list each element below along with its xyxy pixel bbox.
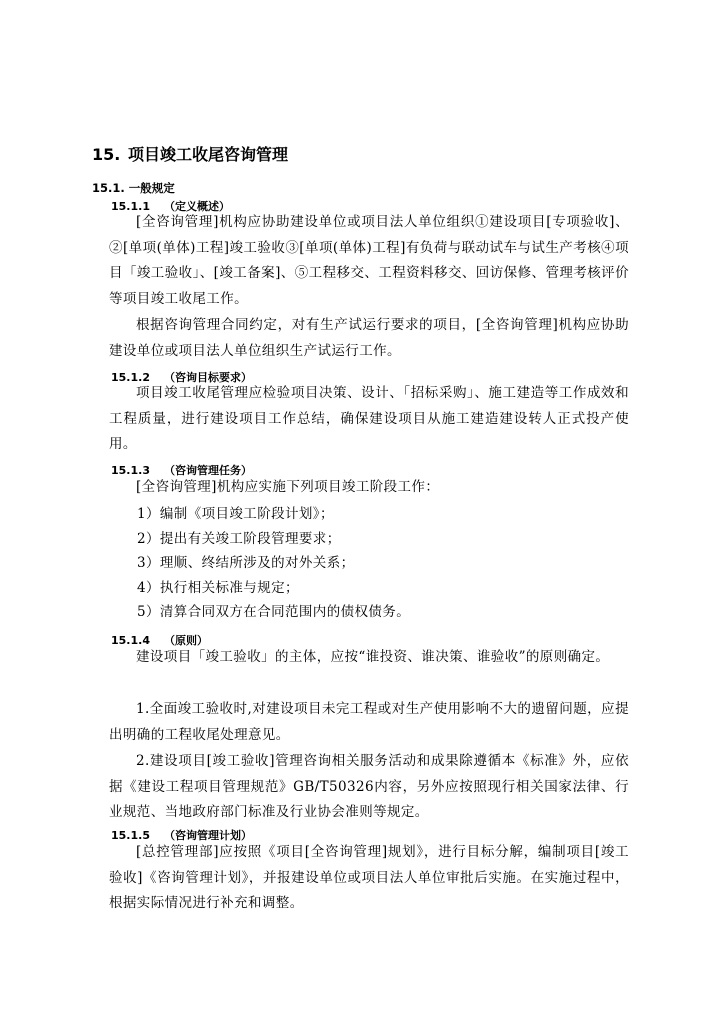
subsection-heading: （咨询管理任务） bbox=[163, 464, 252, 477]
chapter-number: 15. bbox=[92, 145, 121, 164]
paragraph: 建设项目「竣工验收」的主体，应按“谁投资、谁决策、谁验收”的原则确定。 bbox=[136, 649, 610, 665]
subsection-heading: （咨询目标要求） bbox=[163, 371, 252, 384]
subsection-heading: （原则） bbox=[163, 634, 208, 647]
subsection-heading: （定义概述） bbox=[163, 200, 230, 213]
subsection-number: 15.1.4 bbox=[111, 634, 150, 647]
chapter-title-text: 项目竣工收尾咨询管理 bbox=[128, 145, 289, 164]
list-item: 4）执行相关标准与规定； bbox=[137, 579, 299, 596]
list-item: 3）理顺、终结所涉及的对外关系； bbox=[137, 555, 355, 571]
list-item: 2）提出有关竣工阶段管理要求； bbox=[137, 530, 341, 547]
paragraph: 项目竣工收尾管理应检验项目决策、设计、「招标采购」、施工建造等工作成效和工程质量，进行建设项目工作总结，确保建设项目从施工建造建设转人正式投产使用。 bbox=[109, 385, 629, 453]
paragraph: 根据咨询管理合同约定，对有生产试运行要求的项目，[全咨询管理]机构应协助建设单位或项目法人单位组织生产试运行工作。 bbox=[109, 317, 629, 359]
task-list bbox=[137, 502, 410, 625]
paragraph: [总控管理部]应按照《项目[全咨询管理]规划》，进行目标分解，编制项目[竣工验收]《咨询管理计划》，并报建设单位或项目法人单位审批后实施。在实施过程中，根据实际情况进行补充和调整。 bbox=[109, 844, 629, 912]
subsection-number: 15.1.2 bbox=[111, 371, 150, 384]
chapter-title bbox=[92, 143, 288, 167]
section-title: 15.1. 一般规定 bbox=[92, 181, 175, 195]
paragraph: 1.全面竣工验收时,对建设项目未完工程或对生产使用影响不大的遗留问题，应提出明确的工程收尾处理意见。 bbox=[109, 701, 629, 743]
subsection-number: 15.1.1 bbox=[111, 200, 150, 213]
list-item: 5）清算合同双方在合同范围内的债权债务。 bbox=[137, 604, 411, 620]
list-item: 1）编制《项目竣工阶段计划》； bbox=[137, 506, 334, 522]
subsection-number: 15.1.3 bbox=[111, 464, 150, 477]
subsection-heading: （咨询管理计划） bbox=[163, 829, 252, 842]
paragraph: [全咨询管理]机构应实施下列项目竣工阶段工作： bbox=[136, 479, 440, 495]
subsection-number: 15.1.5 bbox=[111, 829, 150, 842]
paragraph: [全咨询管理]机构应协助建设单位或项目法人单位组织①建设项目[专项验收]、②[单项(单体)工程]竣工验收③[单项(单体)工程]有负荷与联动试车与试生产考核④项目「竣工验收」、[竣工备案]、⑤工程移交、工程资料移交、回访保修、管理考核评价等项目竣工收尾工作。 bbox=[109, 214, 629, 308]
paragraph: 2.建设项目[竣工验收]管理咨询相关服务活动和成果除遵循本《标准》外，应依据《建设工程项目管理规范》GB/T50326内容，另外应按照现行相关国家法律、行业规范、当地政府部门标准及行业协会准则等规定。 bbox=[109, 753, 629, 821]
